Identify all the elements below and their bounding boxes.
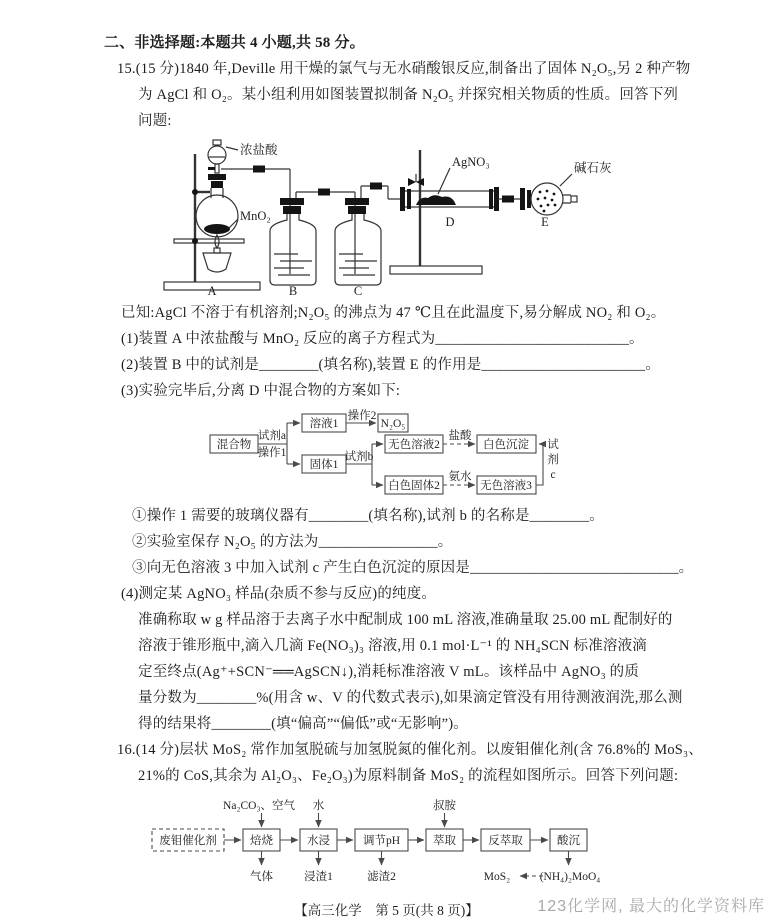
label-c: C [353,284,363,298]
flow-box-adjust-ph: 调节pH [362,835,401,847]
flow-box-roast: 焙烧 [250,835,273,847]
dropping-funnel [208,140,226,173]
flow-box-white-ppt: 白色沉淀 [483,439,529,451]
q15-part3: (3)实验完毕后,分离 D 中混合物的方案如下: [121,383,401,399]
q16-line-2: 21%的 CoS,其余为 Al₂O₃、Fe₂O₃)为原料制备 MoS₂ 的流程如图所示。回答下列问题: [138,768,679,784]
label-b: B [288,284,298,298]
q15-part2: (2)装置 B 中的试剂是________(填名称),装置 E 的作用是______________________。 [121,357,661,373]
tube-d-to-e [498,196,520,203]
flow-output-gas: 气体 [250,871,273,883]
reaction-tube-d [400,174,499,211]
flow-label-op1: 操作1 [257,447,287,459]
gas-washing-bottle-b [270,192,316,285]
flow-box-mixture: 混合物 [216,439,252,451]
flow-box-colorless2: 无色溶液2 [388,439,440,451]
flow-label-reagent-c-2: 剂 [547,454,559,466]
q15-detail-3: 定至终点(Ag⁺+SCN⁻══AgSCN↓),消耗标准溶液 V mL。该样品中 AgNO₃ 的质 [138,664,640,680]
flow-box-waste-catalyst: 废钼催化剂 [159,835,217,847]
flow-input-water: 水 [312,800,325,812]
label-conc-hcl: 浓盐酸 [240,143,278,157]
flow-label-op2: 操作2 [347,410,377,422]
round-flask [196,174,238,237]
process-flowchart-svg [150,793,665,889]
q15-part4: (4)测定某 AgNO₃ 样品(杂质不参与反应)的纯度。 [121,586,437,602]
apparatus-svg [150,136,615,298]
q15-detail-4: 量分数为________%(用含 w、V 的代数式表示),如果滴定管没有用待测液润洗,那么测 [138,690,683,706]
gas-washing-bottle-c [335,186,381,285]
flow-input-tertiary-amine: 叔胺 [433,800,456,812]
flow-box-acid-precipitate: 酸沉 [557,835,580,847]
label-soda-lime: 碱石灰 [574,161,612,175]
page-footer: 【高三化学 第 5 页(共 8 页)】 [294,903,479,918]
flow-output-leach-residue1: 浸渣1 [304,871,333,883]
flow-label-reagent-c-1: 试 [547,439,559,451]
flow-box-back-extract: 反萃取 [488,835,523,847]
flow-box-solution1: 溶液1 [309,418,339,430]
label-agno3: AgNO₃ [452,155,490,169]
alcohol-lamp [203,235,231,272]
apparatus-diagram [150,136,771,298]
flow-label-ammonia: 氨水 [448,471,472,483]
flow-box-n2o5: N₂O₅ [380,418,406,430]
flow-box-extract: 萃取 [433,835,456,847]
q15-detail-1: 准确称取 w g 样品溶于去离子水中配制成 100 mL 溶液,准确量取 25.00 mL 配制好的 [138,612,673,628]
label-e: E [541,215,549,229]
flow-label-reagent-a: 试剂a [257,430,287,442]
q15-line-1: 15.(15 分)1840 年,Deville 用干燥的氯气与无水硝酸银反应,制备出了固体 N₂O₅,另 2 种产物 [117,61,691,77]
separation-flowchart [206,406,771,501]
q15-detail-2: 溶液于锥形瓶中,滴入几滴 Fe(NO₃)₃ 溶液,用 0.1 mol·L⁻¹ 的 NH₄SCN 标准溶液滴 [138,638,648,654]
q15-known: 已知:AgCl 不溶于有机溶剂;N₂O₅ 的沸点为 47 ℃且在此温度下,易分解成 NO₂ 和 O₂。 [121,305,666,321]
tube-c-to-d [361,183,402,200]
q15-sub1: ①操作 1 需要的玻璃仪器有________(填名称),试剂 b 的名称是________。 [132,508,604,524]
q15-detail-5: 得的结果将________(填“偏高”“偏低”或“无影响”)。 [138,716,468,732]
flow-product-ammonium-molybdate: (NH₄)₂MoO₄ [539,871,601,883]
flow-box-colorless3: 无色溶液3 [480,480,532,492]
flow-label-hcl: 盐酸 [448,430,472,442]
flow-product-mos2: MoS₂ [483,871,511,883]
flow-box-water-leach: 水浸 [307,835,330,847]
drying-bulb-e [520,183,577,215]
q15-sub3: ③向无色溶液 3 中加入试剂 c 产生白色沉淀的原因是____________________________。 [132,560,694,576]
flow-label-reagent-c-3: c [550,469,556,481]
flow-box-solid1: 固体1 [309,459,339,471]
q16-line-1: 16.(14 分)层状 MoS₂ 常作加氢脱硫与加氢脱氮的催化剂。以废钼催化剂(含 76.8%的 MoS₃、 [117,742,704,758]
label-mno2: MnO₂ [240,209,271,223]
flow-input-na2co3-air: Na₂CO₃、空气 [223,800,295,812]
label-d: D [445,215,455,229]
q15-line-2: 为 AgCl 和 O₂。某小组利用如图装置拟制备 N₂O₅ 并探究相关物质的性质。回答下列 [138,87,679,103]
separation-flowchart-svg [206,406,566,501]
flow-box-white-solid2: 白色固体2 [388,480,440,492]
flow-label-reagent-b: 试剂b [344,451,374,463]
q15-line-3: 问题: [138,113,172,129]
flow-output-filter-residue2: 滤渣2 [367,871,396,883]
process-flowchart [150,793,771,889]
q15-sub2: ②实验室保存 N₂O₅ 的方法为________________。 [132,534,453,550]
section-header: 二、非选择题:本题共 4 小题,共 58 分。 [104,35,365,51]
watermark-text: 123化学网, 最大的化学资料库 [537,898,765,915]
label-a: A [207,284,217,298]
q15-part1: (1)装置 A 中浓盐酸与 MnO₂ 反应的离子方程式为__________________________。 [121,331,644,347]
